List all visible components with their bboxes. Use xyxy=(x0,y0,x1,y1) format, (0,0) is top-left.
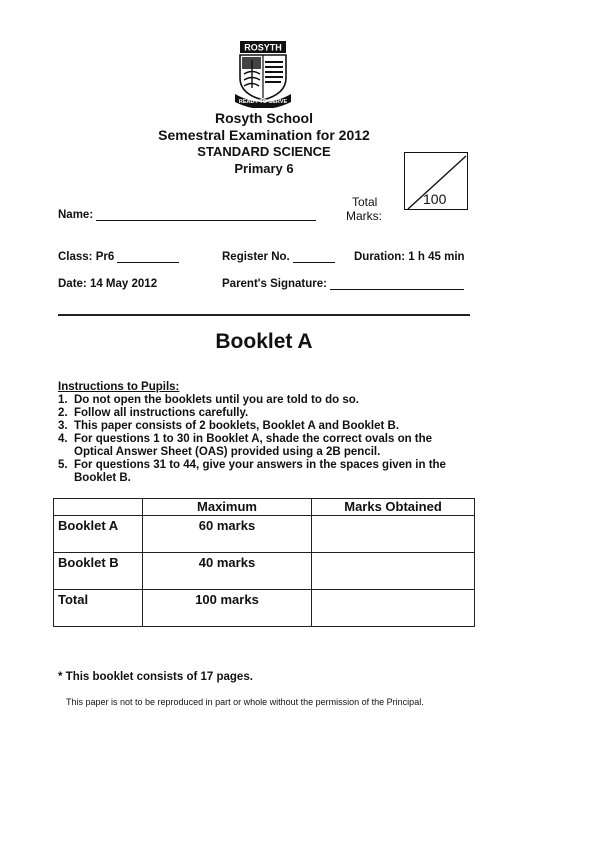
instruction-text: Do not open the booklets until you are told to do so. xyxy=(74,394,359,406)
instruction-number: 5. xyxy=(58,459,68,471)
page-count-note: * This booklet consists of 17 pages. xyxy=(58,671,253,683)
date-text: Date: 14 May 2012 xyxy=(58,278,158,290)
register-field[interactable] xyxy=(222,251,335,263)
school-crest-logo xyxy=(232,40,294,108)
marks-obtained-cell[interactable] xyxy=(312,590,475,627)
divider xyxy=(58,314,470,316)
duration-text: Duration: 1 h 45 min xyxy=(354,251,465,263)
instructions-list xyxy=(58,394,468,485)
parent-signature-line[interactable] xyxy=(330,288,464,290)
instruction-item xyxy=(58,407,468,420)
total-label: Total xyxy=(352,195,378,209)
svg-text:ROSYTH: ROSYTH xyxy=(244,42,282,53)
marks-table xyxy=(53,498,475,627)
table-header-cell: Maximum xyxy=(143,499,312,516)
instruction-item xyxy=(58,420,468,433)
instruction-number: 4. xyxy=(58,433,68,445)
instruction-item xyxy=(58,459,468,485)
register-line[interactable] xyxy=(293,261,335,263)
row-label: Total xyxy=(54,590,143,627)
table-row xyxy=(54,553,475,590)
subject-title: STANDARD SCIENCE xyxy=(197,144,331,159)
class-label: Class: Pr6 xyxy=(58,251,115,263)
row-label: Booklet A xyxy=(54,516,143,553)
name-line[interactable] xyxy=(96,219,316,221)
table-row xyxy=(54,590,475,627)
marks-label: Marks: xyxy=(346,209,382,223)
row-label: Booklet B xyxy=(54,553,143,590)
max-marks: 100 marks xyxy=(143,590,312,627)
total-marks-box xyxy=(404,152,468,210)
table-header-cell xyxy=(54,499,143,516)
copyright-note: This paper is not to be reproduced in part or whole without the permission of the Principal. xyxy=(66,697,424,707)
instruction-number: 3. xyxy=(58,420,68,432)
instruction-item xyxy=(58,433,468,459)
level-title: Primary 6 xyxy=(234,161,294,176)
instruction-item xyxy=(58,394,468,407)
instruction-number: 1. xyxy=(58,394,68,406)
instruction-text: This paper consists of 2 booklets, Booklet A and Booklet B. xyxy=(74,420,400,432)
parent-signature-label: Parent's Signature: xyxy=(222,278,327,290)
instruction-text: For questions 1 to 30 in Booklet A, shade the correct ovals on the Optical Answer Sheet (OAS) provided using a 2B pencil. xyxy=(74,433,433,458)
total-marks-value: 100 xyxy=(423,191,447,207)
booklet-title: Booklet A xyxy=(215,330,313,353)
school-name: Rosyth School xyxy=(214,110,313,126)
instruction-text: Follow all instructions carefully. xyxy=(74,407,249,419)
register-label: Register No. xyxy=(222,251,290,263)
class-line[interactable] xyxy=(117,261,179,263)
instructions-heading: Instructions to Pupils: xyxy=(58,381,180,393)
exam-title: Semestral Examination for 2012 xyxy=(158,127,370,143)
marks-obtained-cell[interactable] xyxy=(312,516,475,553)
svg-text:READY TO SERVE: READY TO SERVE xyxy=(238,99,288,105)
marks-obtained-cell[interactable] xyxy=(312,553,475,590)
instruction-text: For questions 31 to 44, give your answers in the spaces given in the Booklet B. xyxy=(74,459,446,484)
name-field[interactable] xyxy=(58,209,316,221)
parent-signature-field[interactable] xyxy=(222,278,464,290)
table-header-cell: Marks Obtained xyxy=(312,499,475,516)
class-field[interactable] xyxy=(58,251,179,263)
table-header-row xyxy=(54,499,475,516)
max-marks: 60 marks xyxy=(143,516,312,553)
table-row xyxy=(54,516,475,553)
max-marks: 40 marks xyxy=(143,553,312,590)
instruction-number: 2. xyxy=(58,407,68,419)
name-label: Name: xyxy=(58,209,94,221)
